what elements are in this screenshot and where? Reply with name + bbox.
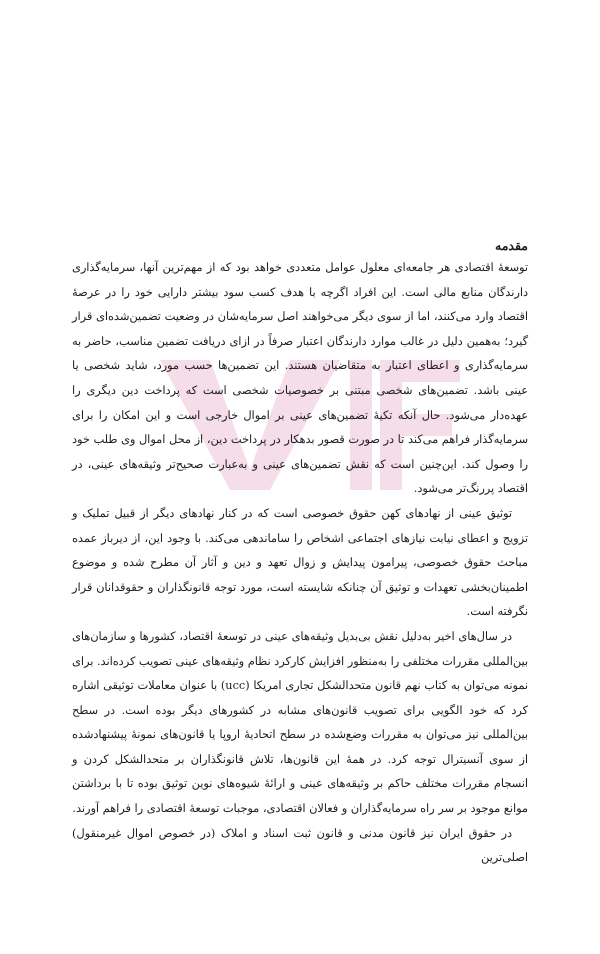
- page-body: [72, 236, 528, 871]
- paragraph: توسعهٔ اقتصادی هر جامعه‌ای معلول عوامل متعددی خواهد بود که از مهم‌ترین آنها، سرمایه‌گذاری دارندگان منابع مالی است. این افراد اگرچه با هدف کسب سود بیشتر دارایی خود را در عرصهٔ اقتصاد وارد می‌کنند، اما از سوی دیگر می‌خواهند اصل سرمایه‌شان در وضعیت تضمین‌شده‌ای قرار گیرد؛ به‌همین دلیل در غالب موارد دارندگان اعتبار صرفاً در ازای دریافت تضمین مناسب، حاضر به سرمایه‌گذاری و اعطای اعتبار به متقاضیان هستند. این تضمین‌ها حسب مورد، شاید شخصی یا عینی باشد. تضمین‌های شخصی مبتنی بر خصوصیات شخصی است که پرداخت دین دیگری را عهده‌دار می‌شود. حال آنکه تکیهٔ تضمین‌های عینی بر اموال خارجی است و این امکان را برای سرمایه‌گذار فراهم می‌کند تا در صورت قصور بدهکار در پرداخت دین، از محل اموال وی طلب خود را وصول کند. این‌چنین است که نقش تضمین‌های عینی و به‌عبارت صحیح‌تر وثیقه‌های عینی، در اقتصاد پررنگ‌تر می‌شود.: [72, 261, 528, 496]
- paragraph: در حقوق ایران نیز قانون مدنی و قانون ثبت اسناد و املاک (در خصوص اموال غیرمنقول) اصلی‌ترین: [72, 826, 528, 865]
- section-heading: مقدمه: [495, 238, 528, 253]
- paragraph: در سال‌های اخیر به‌دلیل نقش بی‌بدیل وثیقه‌های عینی در توسعهٔ اقتصاد، کشورها و سازمان‌های بین‌المللی مقررات مختلفی را به‌منظور افزایش کارکرد نظام وثیقه‌های عینی تصویب کرده‌اند. برای نمونه می‌توان به کتاب نهم قانون متحدالشکل تجاری امریکا (ucc) با عنوان معاملات توثیقی اشاره کرد که خود الگویی برای تصویب قانون‌های مشابه در کشورهای دیگر بوده است. در سطح بین‌المللی نیز می‌توان به مقررات وضع‌شده در سطح اتحادیهٔ اروپا یا قانون‌های نمونهٔ پیشنهادشده از سوی آنسیترال توجه کرد. در همهٔ این قانون‌ها، تلاش قانونگذاران بر متحدالشکل کردن و انسجام مقررات مختلف حاکم بر وثیقه‌های عینی و ارائهٔ شیوه‌های نوین توثیق بوده تا با برداشتن موانع موجود بر سر راه سرمایه‌گذاران و فعالان اقتصادی، موجبات توسعهٔ اقتصادی را فراهم آورند.: [72, 629, 528, 816]
- paragraph: توثیق عینی از نهادهای کهن حقوق خصوصی است که در کنار نهادهای دیگر از قبیل تملیک و تزویج و اعطای نیابت نیازهای اجتماعی اشخاص را ساماندهی می‌کند. با وجود این، از دیرباز عمده مباحث حقوق خصوصی، پیرامون پیدایش و زوال تعهد و دین و آثار آن مطرح شده و موضوع اطمینان‌بخشی تعهدات و توثیق آن چنانکه شایسته است، مورد توجه قانونگذاران و حقوقدانان قرار نگرفته است.: [72, 506, 528, 619]
